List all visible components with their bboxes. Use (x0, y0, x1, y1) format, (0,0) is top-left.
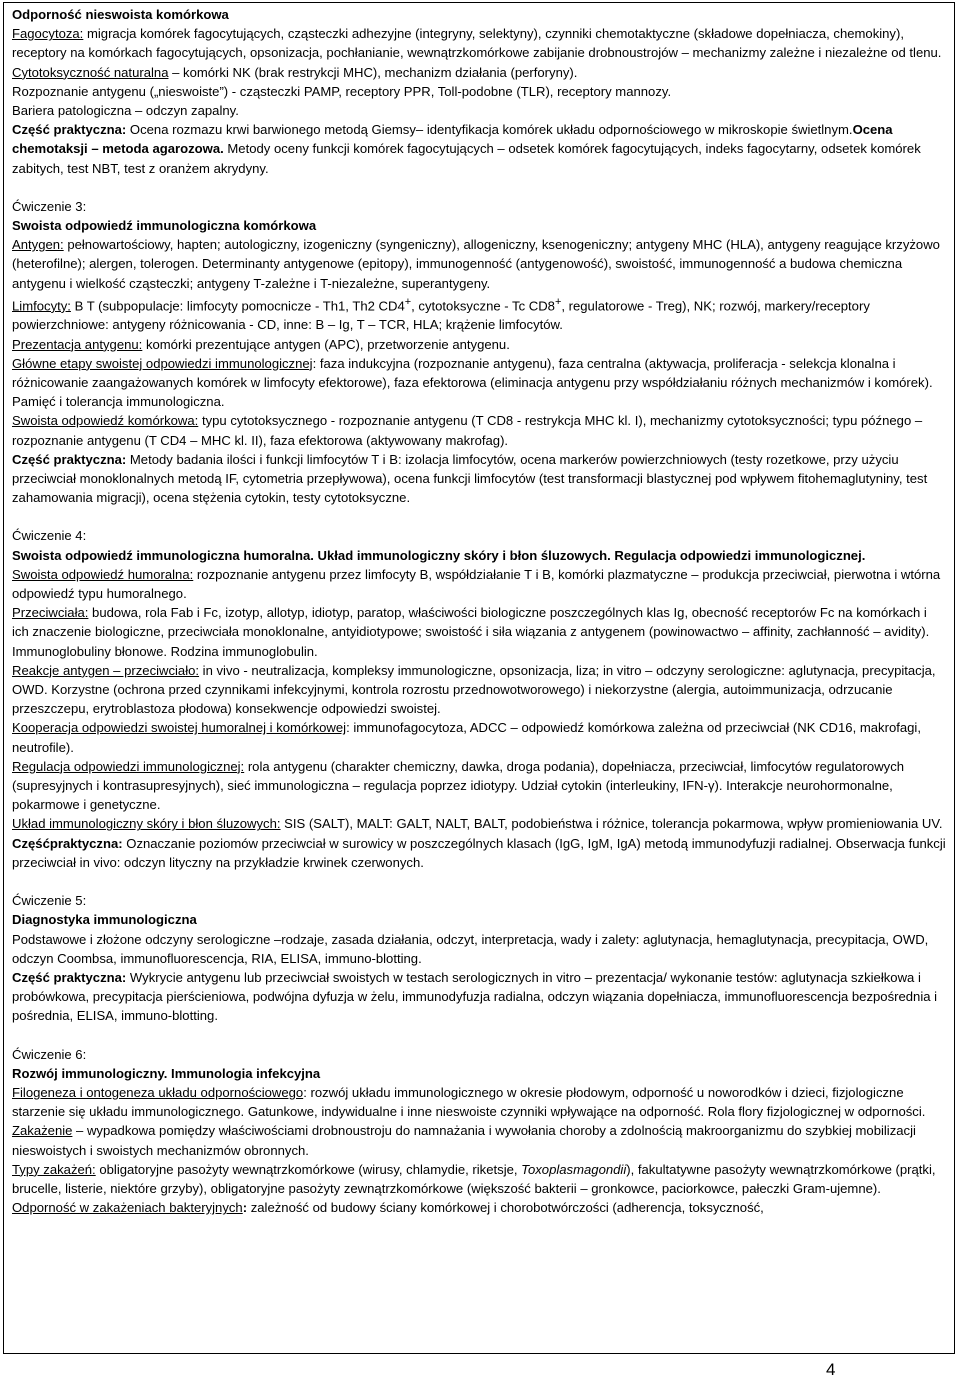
term-reakcje: Reakcje antygen – przeciwciało: (12, 662, 200, 678)
term-limfocyty: Limfocyty: (12, 298, 71, 314)
paragraph-rozpoznanie: Rozpoznanie antygenu („nieswoiste”) - cząsteczki PAMP, receptory PPR, Toll-podobne (TLR), receptory mannozy. (12, 83, 672, 99)
term-cytotoksycznosc: Cytotoksyczność naturalna (12, 64, 169, 80)
exercise-3-heading: Ćwiczenie 3: (12, 198, 87, 214)
page-number: 4 (826, 1360, 836, 1379)
term-filogeneza: Filogeneza i ontogeneza układu odpornościowego (12, 1084, 304, 1100)
paragraph-zakazenie: Zakażenie – wypadkowa pomiędzy właściwościami drobnoustroju do namnażania i wywołania choroby a zdolnością makroorganizmu do szybkiej mobilizacji nieswoistych i swoistych mechanizmów obronnych. (12, 1123, 916, 1158)
paragraph-etapy: Główne etapy swoistej odpowiedzi immunologicznej: faza indukcyjna (rozpoznanie antygenu), faza centralna (aktywacja, proliferacja - selekcja klonalna i różnicowanie zaangażowanych komórek w limfocyty efektorowe), faza efektorowa (eliminacja antygenu przy współdziałaniu różnych mechanizmów i komórek). (12, 355, 933, 391)
term-fagocytoza: Fagocytoza: (12, 26, 84, 42)
document-page (3, 2, 955, 1354)
paragraph-przeciwciala: Przeciwciała: budowa, rola Fab i Fc, izotyp, allotyp, idiotyp, paratop, właściwości biologiczne poszczególnych klas Ig, obecność receptorów Fc na komórkach i ich znaczenie biologiczne, przeciwciała monoklonalne, antyidiotypowe; swoistość i siła wiązania z antygenem (powinowactwo – affinity, zachłanność – avidity). Immunoglobuliny błonowe. Rodzina immunoglobulin. (12, 605, 930, 659)
paragraph-cytotoksycznosc: Cytotoksyczność naturalna – komórki NK (brak restrykcji MHC), mechanizm działania (perforyny). (12, 64, 578, 80)
paragraph-fagocytoza: Fagocytoza: migracja komórek fagocytujących, cząsteczki adhezyjne (integryny, selektyny), czynniki chemotaktyczne (składowe dopełniacza, chemokiny), receptory na komórkach fagocytujących, opsonizacja, pochłanianie, wewnątrzkomórkowe zabijanie drobnoustrojów – mechanizmy zależne i niezależne od tlenu. (12, 26, 942, 61)
exercise-5-heading: Ćwiczenie 5: (12, 893, 87, 909)
paragraph-reakcje: Reakcje antygen – przeciwciało: in vivo - neutralizacja, kompleksy immunologiczne, opsonizacja, liza; in vitro – odczyny serologiczne: aglutynacja, precypitacja, OWD. Korzystne (ochrona przed czynnikami infekcyjnymi, kontrola rozrostu przednowotworowego) i niekorzystne (alergia, autoimmunizacja, odrzucanie przeszczepu, erytroblastoza płodowa) konsekwencje odpowiedzi swoistej. (12, 662, 936, 717)
paragraph-regulacja: Regulacja odpowiedzi immunologicznej: rola antygenu (charakter chemiczny, dawka, droga podania), dopełniacza, przeciwciał, limfocytów regulatorowych (supresyjnych i kontrasupresyjnych), sieć immunologiczna – regulacja poprzez idiotypy. Udział cytokin (interleukiny, IFN-γ). Interakcje neurohormonalne, pokarmowe i genetyczne. (12, 758, 905, 813)
paragraph-humoralna: Swoista odpowiedź humoralna: rozpoznanie antygenu przez limfocyty B, współdziałanie T i B, komórki plazmatyczne – produkcja przeciwciał, pierwotna i wtórna odpowiedź typu humoralnego. (12, 566, 941, 602)
paragraph-pamiec: Pamięć i tolerancja immunologiczna. (12, 394, 225, 410)
section-title-innate: Odporność nieswoista komórkowa (12, 7, 229, 22)
paragraph-prezentacja: Prezentacja antygenu: komórki prezentujące antygen (APC), przetworzenie antygenu. (12, 336, 510, 352)
label-czesc-praktyczna: Część praktyczna: (12, 969, 127, 985)
exercise-6-title: Rozwój immunologiczny. Immunologia infekcyjna (12, 1065, 321, 1081)
paragraph-praktyczna-5: Część praktyczna: Wykrycie antygenu lub przeciwciał swoistych w testach serologicznych in vitro – prezentacja/ wykonanie testów: aglutynacja szkiełkowa i probówkowa, precypitacja pierścieniowa, podwójna dyfuzja w żelu, immunodyfuzja radialna, odczyn wiązania dopełniacza, immunofluorescencja bezpośrednia i pośrednia, ELISA, immuno-blotting. (12, 969, 938, 1024)
exercise-4-title: Swoista odpowiedź immunologiczna humoralna. Układ immunologiczny skóry i błon śluzowych. Regulacja odpowiedzi immunologicznej. (12, 547, 866, 563)
paragraph-typy-zakazen: Typy zakażeń: obligatoryjne pasożyty wewnątrzkomórkowe (wirusy, chlamydie, riketsje, Toxoplasmagondii), fakultatywne pasożyty wewnątrzkomórkowe (prątki, brucelle, listerie, niektóre grzyby), obligatoryjne pasożyty zewnątrzkomórkowe (większość bakterii – gronkowce, paciorkowce, pałeczki Gram-ujemne). (12, 1161, 936, 1196)
term-prezentacja: Prezentacja antygenu: (12, 336, 143, 352)
paragraph-bariera: Bariera patologiczna – odczyn zapalny. (12, 103, 239, 119)
term-regulacja: Regulacja odpowiedzi immunologicznej: (12, 758, 245, 774)
term-typy-zakazen: Typy zakażeń: (12, 1161, 96, 1177)
term-humoralna: Swoista odpowiedź humoralna: (12, 566, 194, 582)
label-czesc-praktyczna: Część praktyczna: (12, 451, 127, 467)
paragraph-swoista-komorkowa: Swoista odpowiedź komórkowa: typu cytotoksycznego - rozpoznanie antygenu (T CD8 - restrykcja MHC kl. I), mechanizmy cytotoksyczności; typu późnego – rozpoznanie antygenu (T CD4 – MHC kl. II), faza efektorowa (aktywowany makrofag). (12, 413, 923, 448)
exercise-3-title: Swoista odpowiedź immunologiczna komórkowa (12, 218, 317, 234)
label-czesc-praktyczna: Częśćpraktyczna: (12, 835, 123, 851)
term-zakazenie: Zakażenie (12, 1123, 73, 1139)
label-czesc-praktyczna: Część praktyczna: (12, 122, 127, 138)
paragraph-kooperacja: Kooperacja odpowiedzi swoistej humoralnej i komórkowej: immunofagocytoza, ADCC – odpowiedź komórkowa zależna od przeciwciał (NK CD16, makrofagi, neutrofile). (12, 720, 921, 755)
paragraph-praktyczna-4: Częśćpraktyczna: Oznaczanie poziomów przeciwciał w surowicy w poszczególnych klasach (IgG, IgM, IgA) metodą immunodyfuzji radialnej. Obserwacja funkcji przeciwciał in vivo: odczyn lityczny na przykładzie krwinek czerwonych. (12, 835, 946, 870)
paragraph-odpornosc-bakteryjna: Odporność w zakażeniach bakteryjnych: zależność od budowy ściany komórkowej i chorobotwórczości (adherencja, toksyczność, (12, 1200, 764, 1216)
paragraph-praktyczna-3: Część praktyczna: Metody badania ilości i funkcji limfocytów T i B: izolacja limfocytów, ocena markerów powierzchniowych (testy rozetkowe, przy użyciu przeciwciał monoklonalnych metodą IF, cytometria przepływowa), ocena funkcji limfocytów (test transformacji blastycznej pod wpływem fitohemaglutyniny, test zahamowania migracji), ocena stężenia cytokin, testy cytotoksyczne. (12, 451, 928, 506)
exercise-4-heading: Ćwiczenie 4: (12, 528, 87, 544)
term-kooperacja: Kooperacja odpowiedzi swoistej humoralnej i komórkowej (12, 720, 347, 736)
term-uklad: Układ immunologiczny skóry i błon śluzowych: (12, 816, 281, 832)
paragraph-uklad: Układ immunologiczny skóry i błon śluzowych: SIS (SALT), MALT: GALT, NALT, BALT, podobieństwa i różnice, tolerancja pokarmowa, wpływ promieniowania UV. (12, 816, 943, 832)
paragraph-filogeneza: Filogeneza i ontogeneza układu odpornościowego: rozwój układu immunologicznego w okresie płodowym, odporność u noworodków i dzieci, fizjologiczne starzenie się układu immunologicznego. Gatunkowe, indywidualne i inne nieswoiste czynniki wpływające na odporność. Rola flory fizjologicznej w odporności. (12, 1084, 926, 1120)
exercise-6-heading: Ćwiczenie 6: (12, 1046, 87, 1062)
term-przeciwciala: Przeciwciała: (12, 605, 89, 621)
paragraph-diagnostyka: Podstawowe i złożone odczyny serologiczne –rodzaje, zasada działania, odczyt, interpretacja, wady i zalety: aglutynacja, hemaglutynacja, precypitacja, OWD, odczyn Coombsa, immunofluorescencja, RIA, ELISA, immuno-blotting. (12, 931, 929, 966)
paragraph-antygen: Antygen: pełnowartościowy, hapten; autologiczny, izogeniczny (syngeniczny), allogeniczny, ksenogeniczny; antygeny MHC (HLA), antygeny reagujące krzyżowo (heterofilne); alergen, tolerogen. Determinanty antygenowe (epitopy), immunogenność (antygenowość), swoistość, immunogenność a budowa chemiczna antygenu i wielkość cząsteczki; antygeny T-zależne i T-niezależne, superantygeny. (12, 237, 940, 291)
term-antygen: Antygen: (12, 237, 64, 253)
term-odpornosc-bakteryjna: Odporność w zakażeniach bakteryjnych (12, 1200, 243, 1216)
paragraph-praktyczna-intro: Część praktyczna: Ocena rozmazu krwi barwionego metodą Giemsy– identyfikacja komórek układu odpornościowego w mikroskopie świetlnym.Ocena chemotaksji – metoda agarozowa. Metody oceny funkcji komórek fagocytujących – odsetek komórek fagocytujących, indeks fagocytarny, odsetek komórek zabitych, test NBT, test z oranżem akrydyny. (12, 122, 921, 176)
exercise-5-title: Diagnostyka immunologiczna (12, 912, 197, 928)
paragraph-limfocyty: Limfocyty: B T (subpopulacje: limfocyty pomocnicze - Th1, Th2 CD4+, cytotoksyczne - Tc CD8+, regulatorowe - Treg), NK; rozwój, markery/receptory powierzchniowe: antygeny różnicowania - CD, inne: B – Ig, T – TCR, HLA; krążenie limfocytów. (12, 295, 870, 333)
term-swoista-komorkowa: Swoista odpowiedź komórkowa: (12, 413, 199, 429)
term-etapy: Główne etapy swoistej odpowiedzi immunologicznej (12, 355, 313, 371)
